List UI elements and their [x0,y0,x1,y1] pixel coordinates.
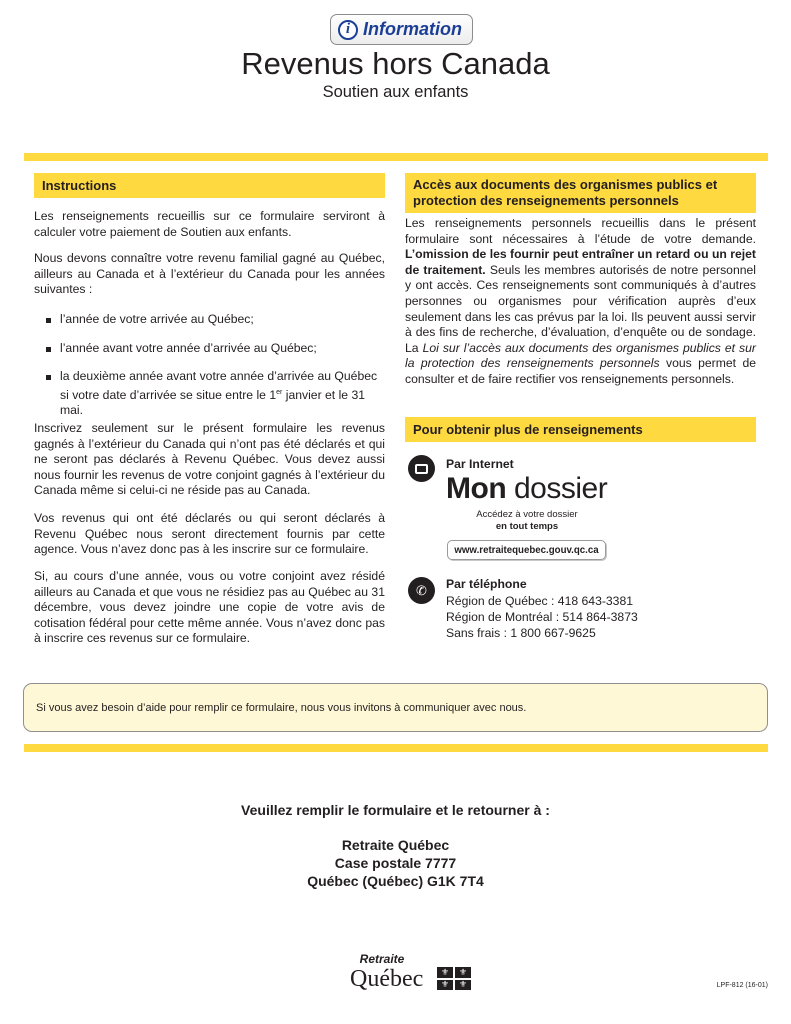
info-icon: i [338,20,358,40]
access-warning: L’omission de les fournir peut entraîner un retard ou un rejet de traitement. [405,247,756,277]
phone-montreal: Région de Montréal : 514 864-3873 [446,610,638,624]
phone-icon: ✆ [408,577,435,604]
phone-toll-free: Sans frais : 1 800 667-9625 [446,626,596,640]
law-title: Loi sur l’accès aux documents des organismes publics et sur la protection des renseignements personnels [405,340,756,371]
retraite-quebec-logo: Retraite Québec ⚜ ⚜ ⚜ ⚜ [350,952,472,998]
instructions-paragraph-5: Si, au cours d’une année, vous ou votre conjoint avez résidé ailleurs au Canada et que vous ne résidiez pas au Québec au 31 décembre, vous devez joindre une copie de votre avis de cotisation fédéral pour cette même année. Vous n’avez donc pas à inscrire ces revenus sur ce formulaire. [34,569,385,646]
document-subtitle: Soutien aux enfants [322,83,469,101]
internet-label: Par Internet [446,457,514,471]
list-item: l’année de votre arrivée au Québec; [44,312,385,328]
instructions-paragraph-3: Inscrivez seulement sur le présent formulaire les revenus gagnés à l’extérieur du Canada qui n’ont pas été déclarés et qui ne seront pas déclarés à Revenu Québec. Vous devez aussi nous fournir les revenus de votre conjoint gagnés à l’extérieur du Canada même si celui-ci ne réside pas au Canada. [34,421,385,498]
mon-dossier-logo: Mon dossier [446,472,608,505]
more-info-heading: Pour obtenir plus de renseignements [405,417,756,442]
access-heading: Accès aux documents des organismes publics et protection des renseignements personnels [405,173,756,213]
list-item: l’année avant votre année d’arrivée au Québec; [44,341,385,357]
return-box: Case postale 7777 [334,855,457,871]
instructions-paragraph-4: Vos revenus qui ont été déclarés ou qui seront déclarés à Revenu Québec nous seront directement fournis par cette agence. Vous n’avez donc pas à les inscrire sur ce formulaire. [34,511,385,557]
information-label: Information [363,19,462,39]
help-notice: Si vous avez besoin d’aide pour remplir ce formulaire, nous vous invitons à communiquer avec nous. [23,683,768,732]
information-badge [330,14,473,45]
form-code: LPF-812 (16-01) [716,982,768,989]
website-link[interactable]: www.retraitequebec.gouv.qc.ca [447,540,606,560]
instructions-heading: Instructions [34,173,385,198]
years-list [44,312,385,432]
phone-label: Par téléphone [446,577,527,591]
phone-quebec: Région de Québec : 418 643-3381 [446,594,634,608]
access-account-text: Accédez à votre dossier [476,509,578,520]
list-item: la deuxième année avant votre année d’arrivée au Québec si votre date d’arrivée se situe entre le 1er janvier et le 31 mai. [44,369,385,419]
return-org: Retraite Québec [341,837,450,853]
return-city: Québec (Québec) G1K 7T4 [307,873,484,889]
fleur-de-lis-flag-icon: ⚜ ⚜ ⚜ ⚜ [437,967,471,990]
return-instruction: Veuillez remplir le formulaire et le retourner à : [241,802,550,818]
bottom-divider [24,744,768,752]
document-title: Revenus hors Canada [241,46,550,81]
instructions-paragraph-1: Les renseignements recueillis sur ce formulaire serviront à calculer votre paiement de Soutien aux enfants. [34,209,385,239]
anytime-text: en tout temps [495,521,559,532]
instructions-paragraph-2: Nous devons connaître votre revenu familial gagné au Québec, ailleurs au Canada et à l’extérieur du Canada pour les années suivantes : [34,251,385,297]
access-paragraph: Les renseignements personnels recueillis dans le présent formulaire sont nécessaires à l’étude de votre demande. L’omission de les fournir peut entraîner un retard ou un rejet de traitement. Seuls les membres autorisés de notre personnel y ont accès. Ces renseignements sont communiqués à d’autres personnes ou organismes pour vérification auprès d’eux seulement dans les cas prévus par la loi. Ils peuvent aussi servir à des fins de recherche, d’évaluation, d’enquête ou de sondage. La Loi sur l’accès aux documents des organismes publics et sur la protection des renseignements personnels vous permet de consulter et de faire rectifier vos renseignements personnels. [405,216,756,386]
top-divider [24,153,768,161]
computer-icon [408,455,435,482]
